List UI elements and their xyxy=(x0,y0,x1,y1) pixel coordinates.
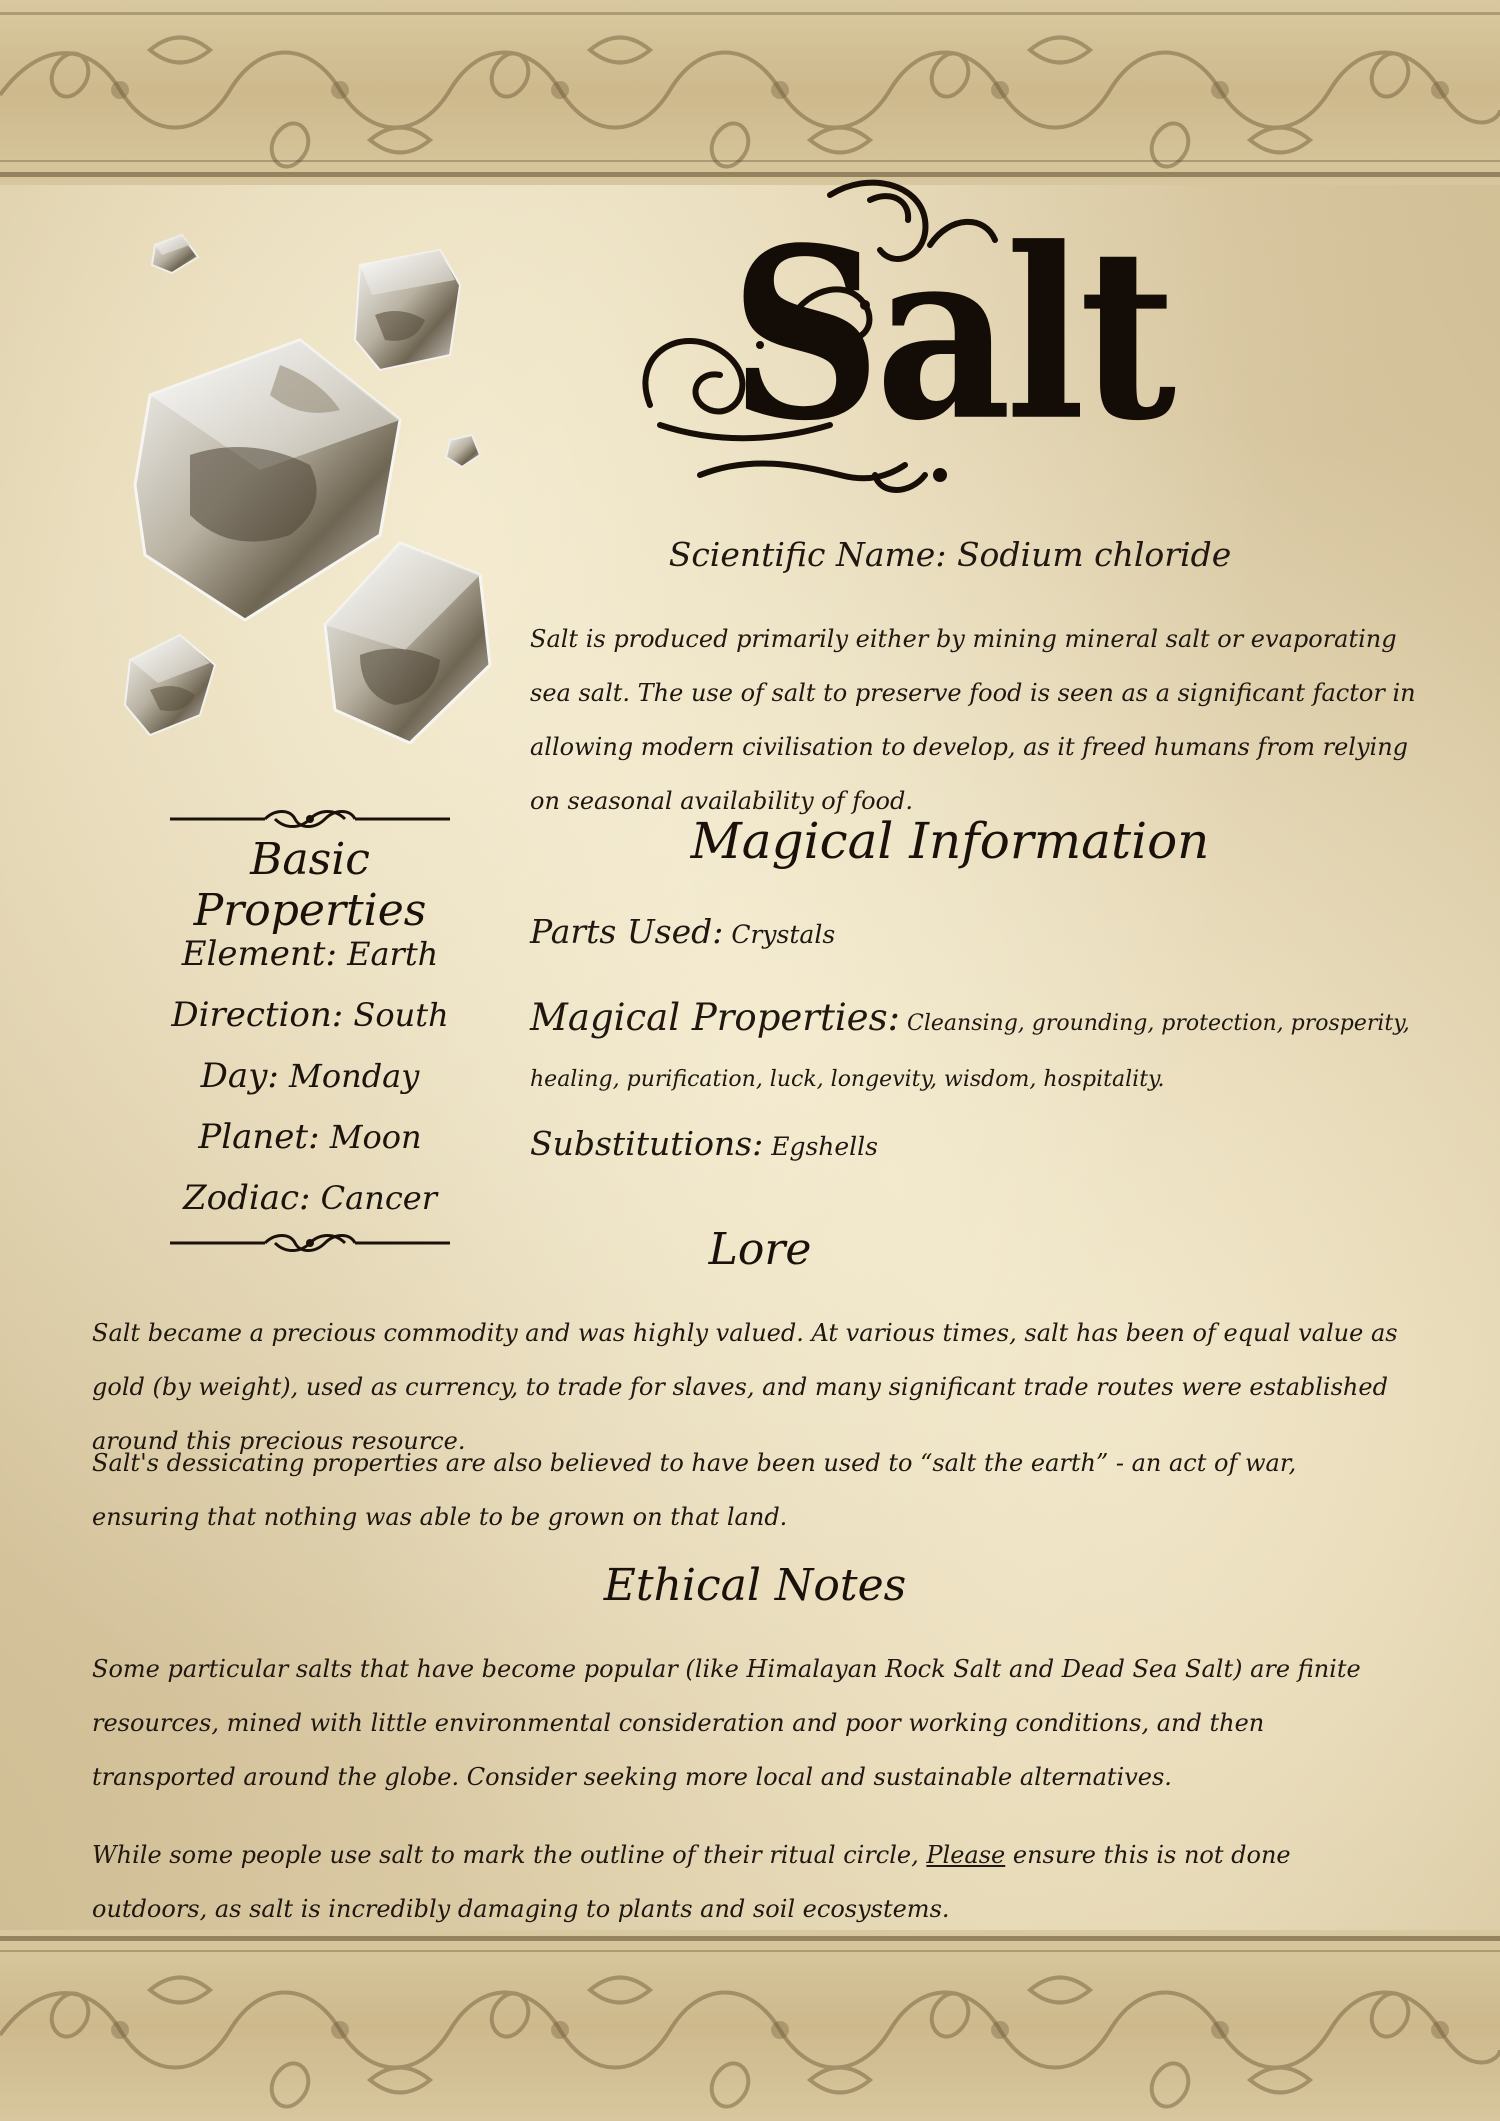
magical-properties-value: Cleansing, grounding, protection, prosperity, healing, purification, luck, longevity, wisdom, hospitality. xyxy=(530,1011,1410,1092)
basic-properties-heading: Basic Properties xyxy=(193,834,427,936)
property-value: Earth xyxy=(347,935,439,973)
substitutions-label: Substitutions: xyxy=(530,1124,764,1163)
parts-used-label: Parts Used: xyxy=(530,912,724,951)
bottom-ornamental-border xyxy=(0,1930,1500,2121)
lore-heading: Lore xyxy=(708,1224,812,1275)
crystal-small-top-left xyxy=(152,235,198,273)
property-label: Zodiac: xyxy=(183,1178,311,1218)
property-value: South xyxy=(353,996,449,1034)
ethical-p2-after: ensure this is not done outdoors, as salt is incredibly damaging to plants and soil ecosystems. xyxy=(92,1841,1291,1923)
substitutions-value: Egshells xyxy=(771,1132,879,1161)
basic-property-zodiac xyxy=(130,1168,490,1229)
scientific-name xyxy=(640,535,1260,574)
basic-property-element xyxy=(130,924,490,985)
salt-crystals-image xyxy=(110,225,510,765)
basic-property-direction xyxy=(130,985,490,1046)
damask-pattern xyxy=(0,1930,1500,2121)
magical-properties xyxy=(530,990,1430,1108)
ethical-notes-heading: Ethical Notes xyxy=(603,1560,907,1611)
property-label: Day: xyxy=(200,1056,279,1096)
ethical-p2-emphasis: Please xyxy=(926,1841,1006,1869)
ethical-paragraph-1: Some particular salts that have become popular (like Himalayan Rock Salt and Dead Sea Salt) are finite resources, mined with little environmental consideration and poor working conditions, and then transported around the globe. Consider seeking more local and sustainable alternatives. xyxy=(92,1655,1361,1791)
property-label: Planet: xyxy=(198,1117,320,1157)
property-value: Moon xyxy=(329,1118,422,1156)
substitutions xyxy=(530,1124,878,1163)
lore-paragraph-2: Salt's dessicating properties are also believed to have been used to “salt the earth” - an act of war, ensuring that nothing was able to be grown on that land. xyxy=(92,1449,1297,1531)
crystal-tiny-right xyxy=(446,435,480,467)
scientific-name-label: Scientific Name: xyxy=(668,535,947,574)
magical-information-heading: Magical Information xyxy=(690,812,1210,870)
ethical-p2-before: While some people use salt to mark the outline of their ritual circle, xyxy=(92,1841,919,1869)
property-label: Direction: xyxy=(171,995,344,1035)
magical-properties-label: Magical Properties: xyxy=(530,996,901,1039)
parts-used xyxy=(530,912,835,951)
property-label: Element: xyxy=(181,934,337,974)
crystal-medium-top-right xyxy=(355,250,460,370)
page-title xyxy=(640,175,1260,505)
scientific-name-value: Sodium chloride xyxy=(956,535,1232,574)
crystal-medium-bottom-right xyxy=(325,543,490,743)
property-value: Monday xyxy=(289,1057,420,1095)
intro-paragraph: Salt is produced primarily either by mining mineral salt or evaporating sea salt. The use of salt to preserve food is seen as a significant factor in allowing modern civilisation to develop, as it freed humans from relying on seasonal availability of food. xyxy=(530,625,1416,815)
ornament-divider-top xyxy=(170,809,450,829)
crystal-small-bottom-left xyxy=(125,635,215,735)
basic-property-planet xyxy=(130,1107,490,1168)
basic-properties-list xyxy=(130,924,490,1229)
title-text: Salt xyxy=(729,196,1171,473)
crystal-large xyxy=(135,340,400,620)
ethical-paragraph-2 xyxy=(92,1828,1412,1936)
property-value: Cancer xyxy=(320,1179,437,1217)
parts-used-value: Crystals xyxy=(731,920,836,949)
ornament-divider-bottom xyxy=(170,1233,450,1253)
basic-property-day xyxy=(130,1046,490,1107)
lore-paragraph-1: Salt became a precious commodity and was highly valued. At various times, salt has been of equal value as gold (by weight), used as currency, to trade for slaves, and many significant trade routes were established around this precious resource. xyxy=(92,1319,1398,1455)
